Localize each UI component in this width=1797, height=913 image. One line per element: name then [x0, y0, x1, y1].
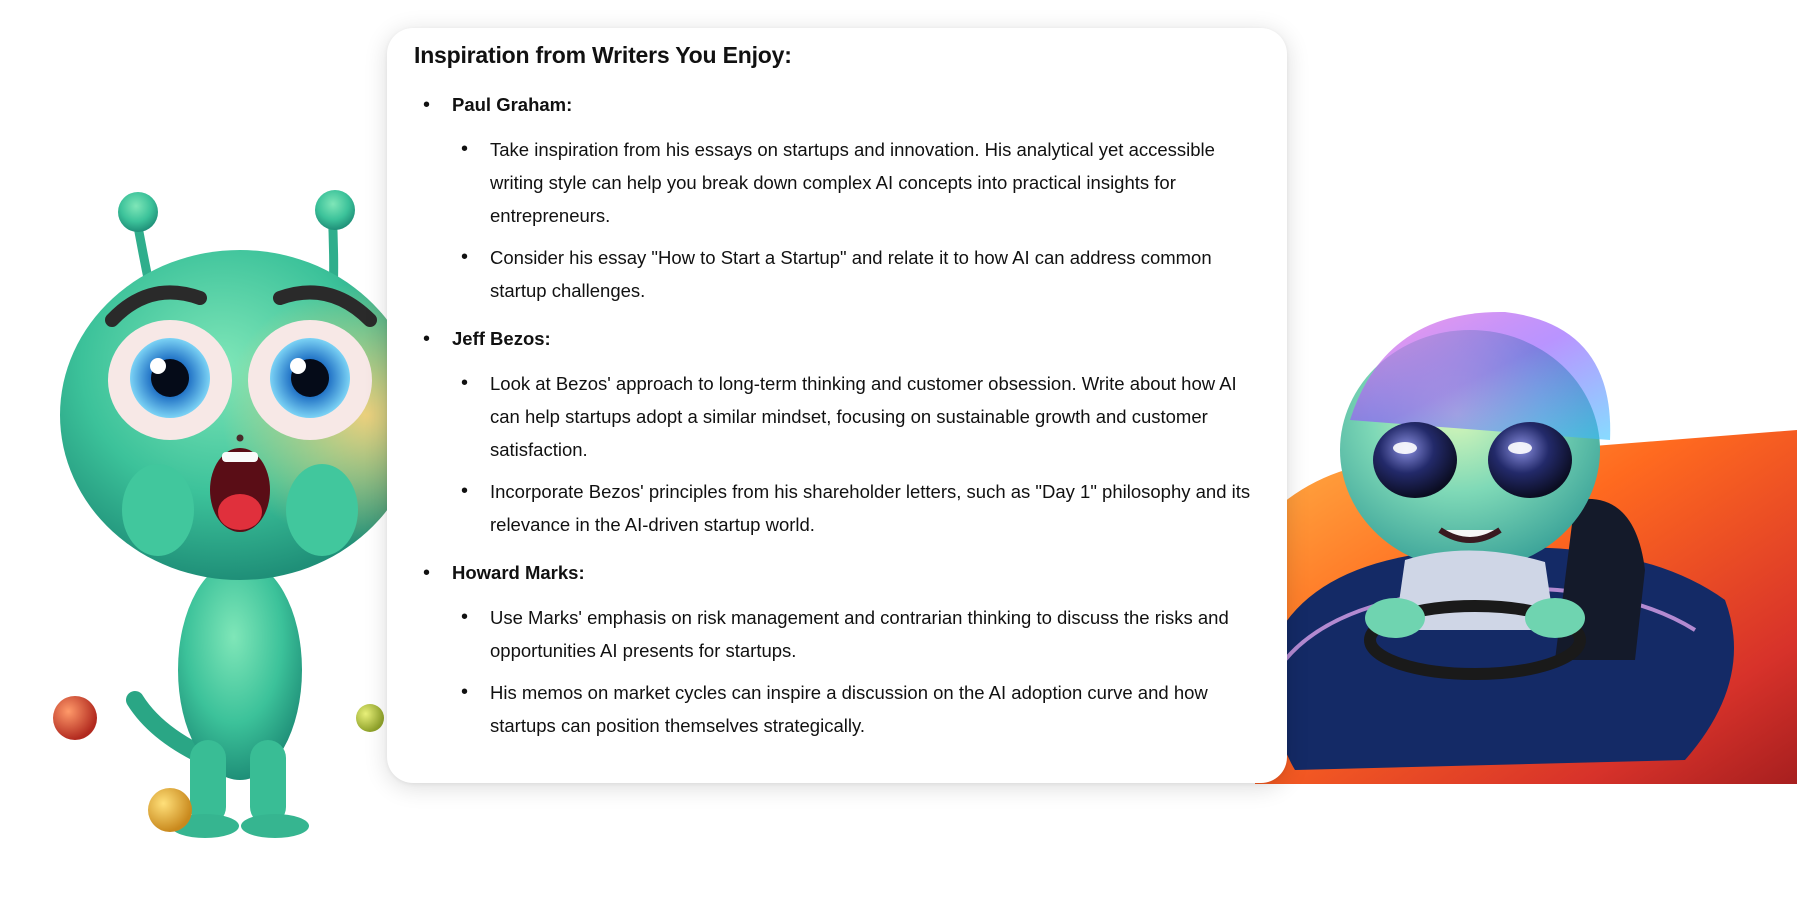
writer-item-howard-marks	[414, 559, 1257, 742]
writer-name: • Paul Graham:	[452, 94, 573, 115]
writer-points	[452, 601, 1257, 742]
content-card	[387, 28, 1287, 783]
writer-name: • Jeff Bezos:	[452, 328, 551, 349]
list-item: • Incorporate Bezos' principles from his shareholder letters, such as "Day 1" philosophy and its relevance in the AI-driven startup world.	[452, 475, 1257, 541]
list-item: • Consider his essay "How to Start a Startup" and relate it to how AI can address common startup challenges.	[452, 241, 1257, 307]
writer-item-jeff-bezos	[414, 325, 1257, 541]
list-item: • Use Marks' emphasis on risk management and contrarian thinking to discuss the risks and opportunities AI presents for startups.	[452, 601, 1257, 667]
list-item: • Look at Bezos' approach to long-term thinking and customer obsession. Write about how AI can help startups adopt a similar mindset, focusing on sustainable growth and customer satisfaction.	[452, 367, 1257, 466]
driving-alien-illustration	[1255, 300, 1797, 784]
card-title: Inspiration from Writers You Enjoy:	[414, 42, 792, 68]
list-item: • Take inspiration from his essays on startups and innovation. His analytical yet accessible writing style can help you break down complex AI concepts into practical insights for entrepreneurs.	[452, 133, 1257, 232]
writer-points	[452, 133, 1257, 307]
writers-list	[414, 91, 1257, 742]
writer-item-paul-graham	[414, 91, 1257, 307]
list-item: • His memos on market cycles can inspire a discussion on the AI adoption curve and how startups can position themselves strategically.	[452, 676, 1257, 742]
surprised-alien-illustration	[40, 180, 410, 840]
writer-name: • Howard Marks:	[452, 562, 585, 583]
writer-points	[452, 367, 1257, 541]
